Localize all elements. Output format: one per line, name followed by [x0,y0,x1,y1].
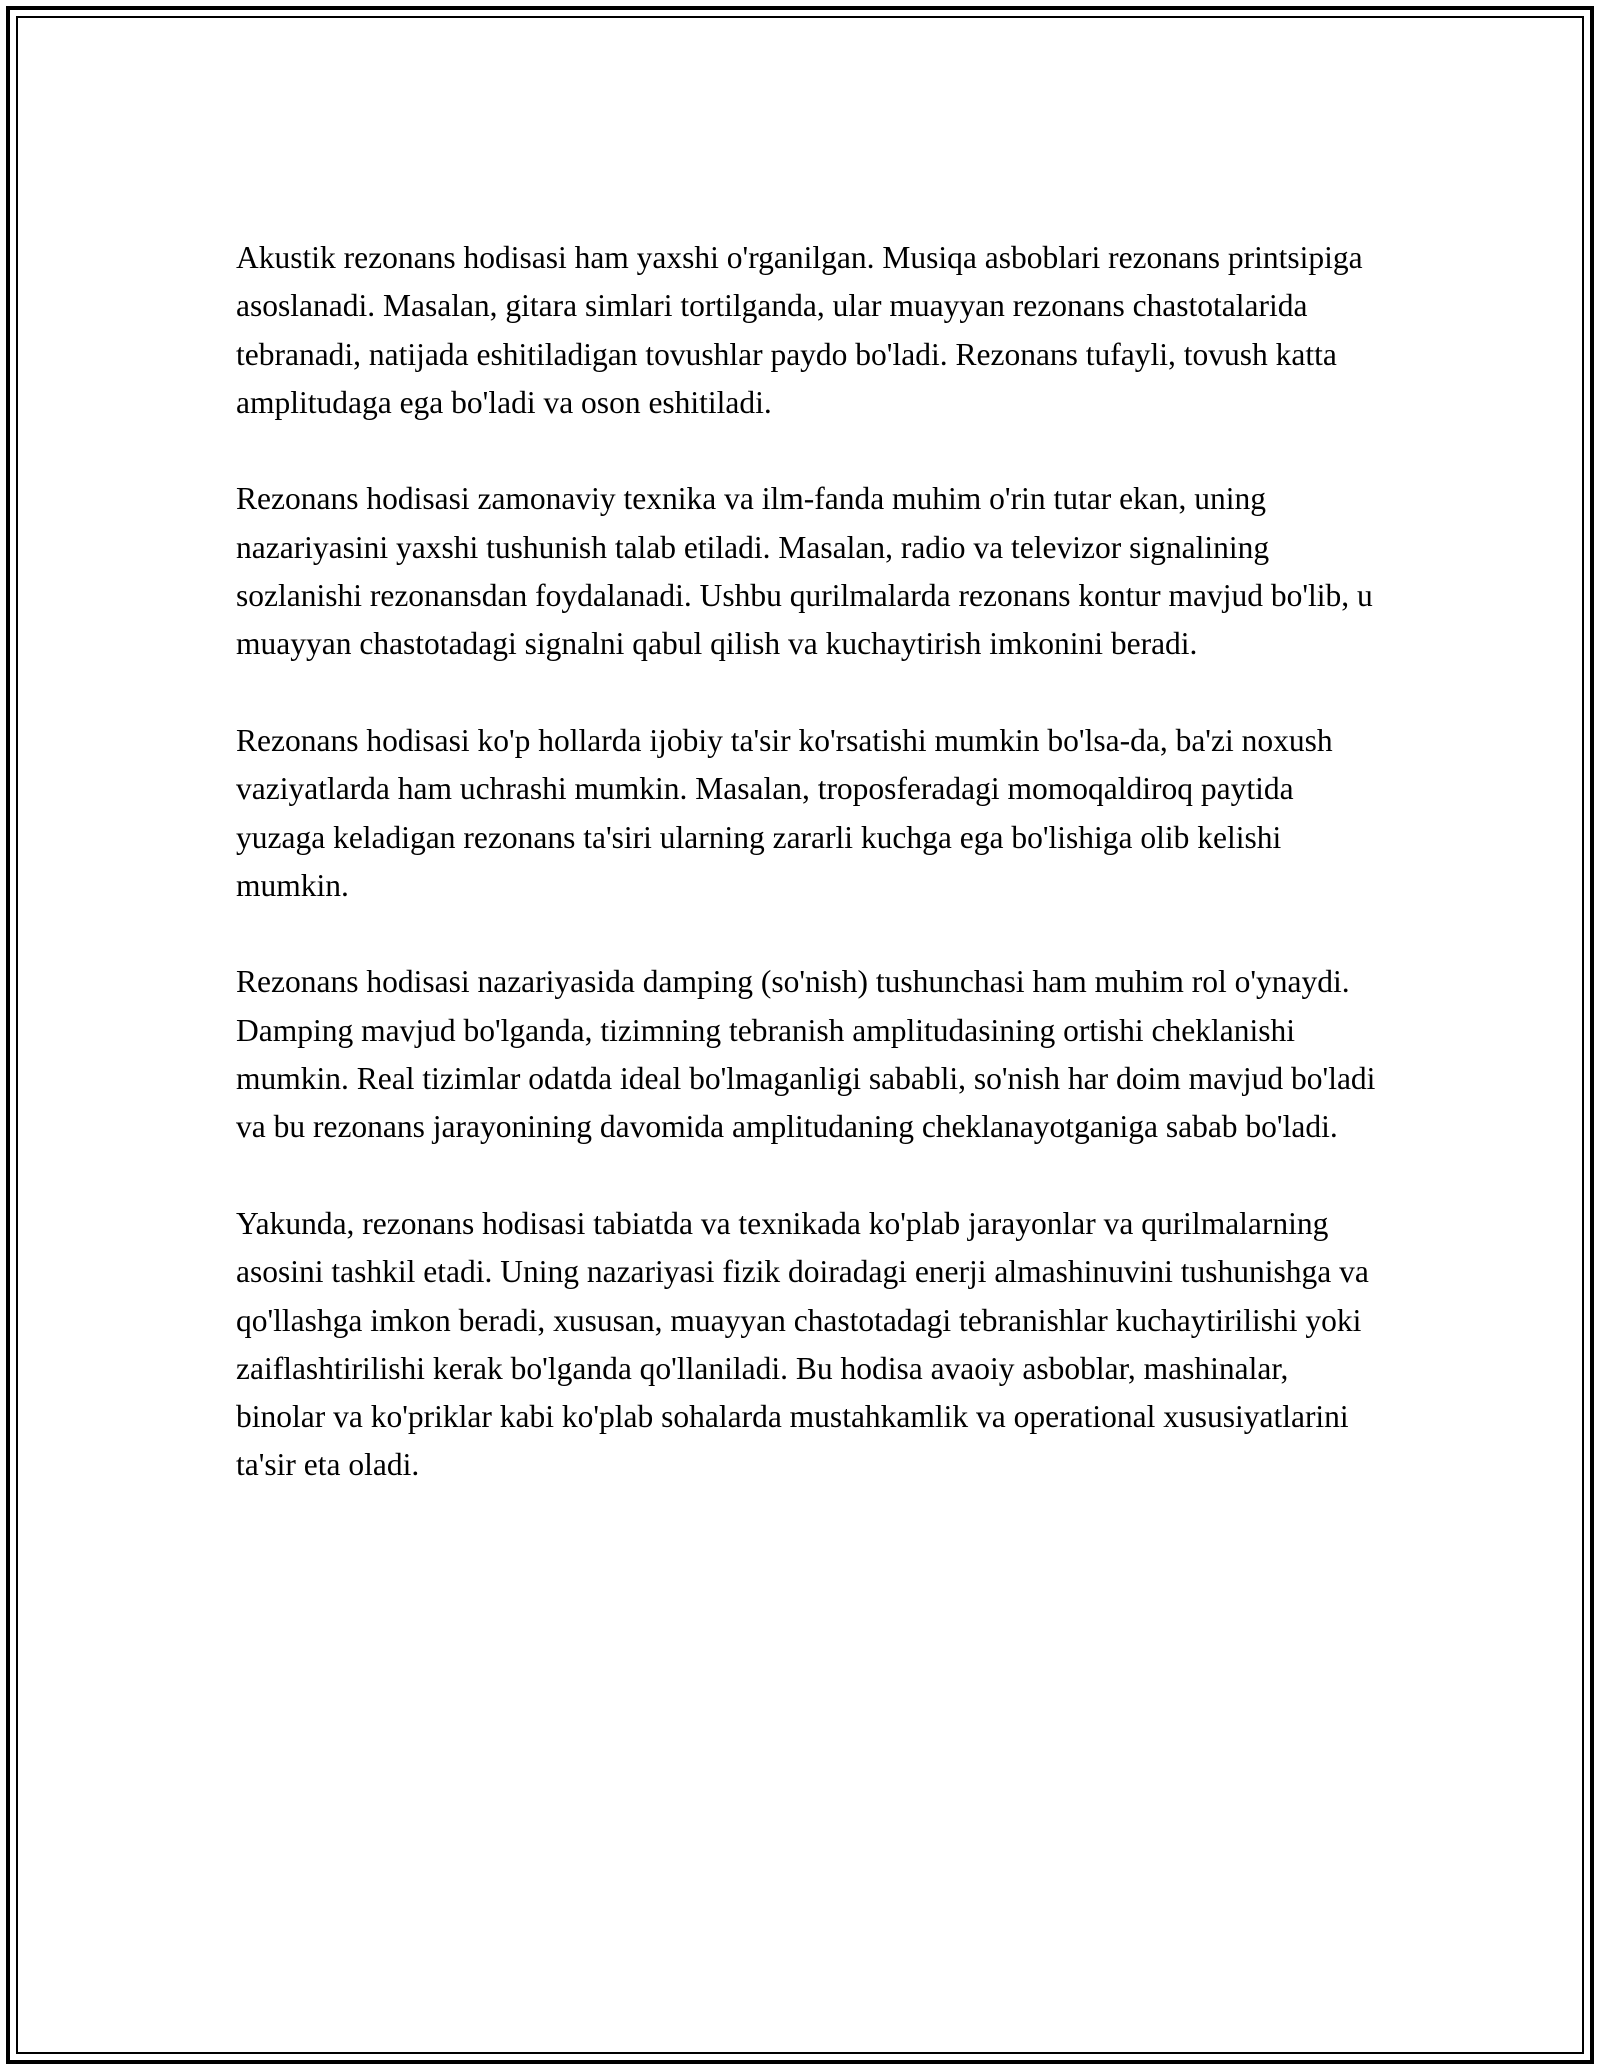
paragraph-negative-effects: Rezonans hodisasi ko'p hollarda ijobiy ta'sir ko'rsatishi mumkin bo'lsa-da, ba'zi noxush vaziyatlarda ham uchrashi mumkin. Masalan, troposferadagi momoqaldiroq paytida yuzaga keladigan rezonans ta'siri ularning zararli kuchga ega bo'lishiga olib kelishi mumkin. [236,722,1333,903]
paragraph-acoustic-resonance: Akustik rezonans hodisasi ham yaxshi o'rganilgan. Musiqa asboblari rezonans printsipiga asoslanadi. Masalan, gitara simlari tortilganda, ular muayyan rezonans chastotalarida tebranadi, natijada eshitiladigan tovushlar paydo bo'ladi. Rezonans tufayli, tovush katta amplitudaga ega bo'ladi va oson eshitiladi. [236,240,1363,420]
paragraph-modern-technology: Rezonans hodisasi zamonaviy texnika va ilm-fanda muhim o'rin tutar ekan, uning nazariyasini yaxshi tushunish talab etiladi. Masalan, radio va televizor signalining sozlanishi rezonansdan foydalanadi. Ushbu qurilmalarda rezonans kontur mavjud bo'lib, u muayyan chastotadagi signalni qabul qilish va kuchaytirish imkonini beradi. [236,481,1373,662]
document-body [236,234,1376,1538]
paragraph-conclusion: Yakunda, rezonans hodisasi tabiatda va texnikada ko'plab jarayonlar va qurilmalarning asosini tashkil etadi. Uning nazariyasi fizik doiradagi enerji almashinuvini tushunishga va qo'llashga imkon beradi, xususan, muayyan chastotadagi tebranishlar kuchaytirilishi yoki zaiflashtirilishi kerak bo'lganda qo'llaniladi. Bu hodisa avaoiy asboblar, mashinalar, binolar va ko'priklar kabi ko'plab sohalarda mustahkamlik va operational xususiyatlarini ta'sir eta oladi. [236,1205,1369,1483]
paragraph-damping: Rezonans hodisasi nazariyasida damping (so'nish) tushunchasi ham muhim rol o'ynaydi. Damping mavjud bo'lganda, tizimning tebranish amplitudasining ortishi cheklanishi mumkin. Real tizimlar odatda ideal bo'lmaganligi sababli, so'nish har doim mavjud bo'ladi va bu rezonans jarayonining davomida amplitudaning cheklanayotganiga sabab bo'ladi. [236,964,1376,1145]
